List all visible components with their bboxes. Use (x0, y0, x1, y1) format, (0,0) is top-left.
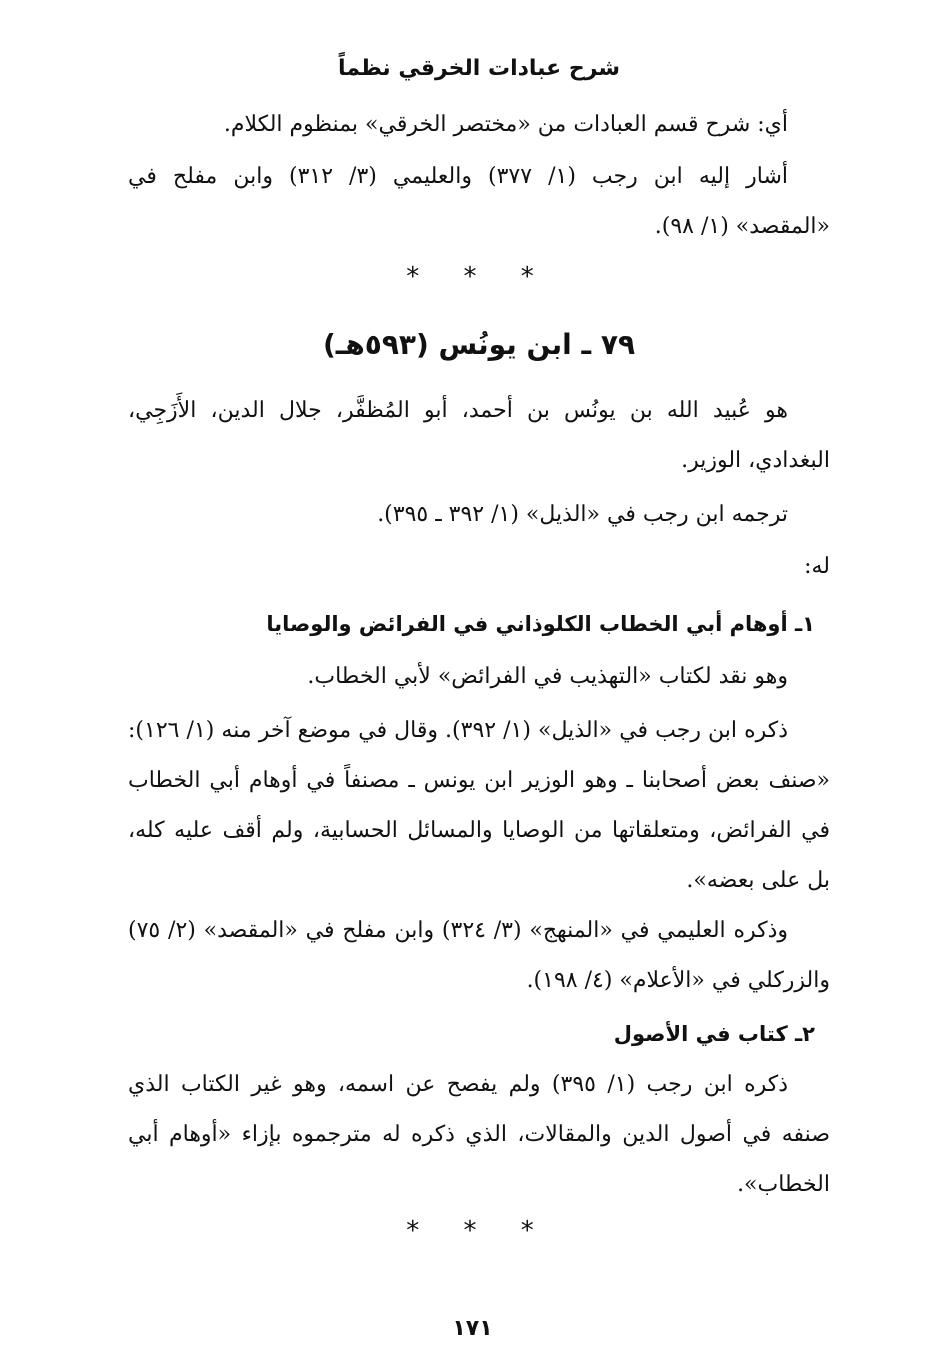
work-1-paragraph-2: ذكره ابن رجب في «الذيل» (١/ ٣٩٢). وقال في موضع آخر منه (١/ ١٢٦): «صنف بعض أصحابنا ـ وهو الوزير ابن يونس ـ مصنفاً في أوهام أبي الخطاب في الفرائض، ومتعلقاتها من الوصايا والمسائل الحسابية، ولم أقف عليه كله، بل على بعضه». (128, 718, 830, 893)
running-header: شرح عبادات الخرقي نظماً (337, 56, 621, 81)
work-2-paragraph-1: ذكره ابن رجب (١/ ٣٩٥) ولم يفصح عن اسمه، وهو غير الكتاب الذي صنفه في أصول الدين والمقالات، الذي ذكره له مترجموه بإزاء «أوهام أبي الخطاب». (128, 1072, 830, 1197)
page-number: ١٧١ (452, 1316, 493, 1341)
work-2-title: ٢ـ كتاب في الأصول (613, 1022, 815, 1046)
section-separator: * * * (406, 262, 552, 292)
section-separator-bottom: * * * (406, 1216, 552, 1246)
intro-line-2: أشار إليه ابن رجب (١/ ٣٧٧) والعليمي (٣/ ٣١٢) وابن مفلح في «المقصد» (١/ ٩٨). (128, 164, 830, 239)
entry-works-label: له: (804, 554, 830, 579)
entry-translation-ref: ترجمه ابن رجب في «الذيل» (١/ ٣٩٢ ـ ٣٩٥). (377, 502, 788, 527)
entry-title: ٧٩ ـ ابن يونُس (٥٩٣هـ) (322, 328, 636, 361)
work-1-paragraph-1: وهو نقد لكتاب «التهذيب في الفرائض» لأبي الخطاب. (307, 664, 788, 689)
intro-line-1: أي: شرح قسم العبادات من «مختصر الخرقي» بمنظوم الكلام. (223, 112, 788, 137)
work-1-title: ١ـ أوهام أبي الخطاب الكلوذاني في الفرائض والوصايا (266, 612, 815, 636)
work-1-paragraph-3: وذكره العليمي في «المنهج» (٣/ ٣٢٤) وابن مفلح في «المقصد» (٢/ ٧٥) والزركلي في «الأعلام» (٤/ ١٩٨). (128, 918, 830, 993)
entry-bio: هو عُبيد الله بن يونُس بن أحمد، أبو المُظفَّر، جلال الدين، الأَزَجِي، البغدادي، الوزير. (128, 398, 830, 473)
